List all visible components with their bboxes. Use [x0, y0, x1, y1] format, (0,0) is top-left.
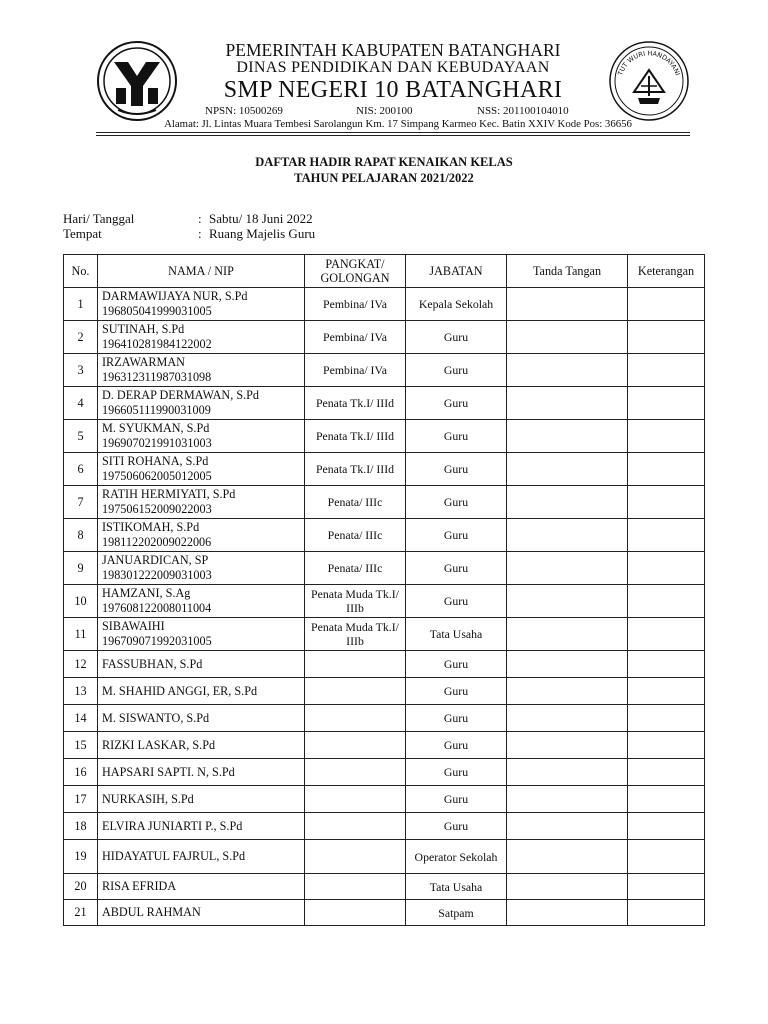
row-notes[interactable] [628, 486, 705, 519]
row-notes[interactable] [628, 678, 705, 705]
row-number: 16 [64, 759, 98, 786]
row-name-nip [98, 354, 305, 387]
row-rank [305, 900, 406, 926]
person-name: HIDAYATUL FAJRUL, S.Pd [102, 849, 246, 863]
row-number: 7 [64, 486, 98, 519]
row-notes[interactable] [628, 732, 705, 759]
table-row [64, 519, 705, 552]
attendance-table [63, 254, 705, 926]
row-number: 17 [64, 786, 98, 813]
table-row [64, 900, 705, 926]
row-position: Guru [406, 420, 507, 453]
table-row [64, 705, 705, 732]
logo-motto: TUT WURI HANDAYANI [616, 49, 682, 77]
row-number: 1 [64, 288, 98, 321]
row-signature[interactable] [507, 354, 628, 387]
row-notes[interactable] [628, 288, 705, 321]
table-row [64, 288, 705, 321]
table-row [64, 786, 705, 813]
table-row [64, 874, 705, 900]
row-rank: Pembina/ IVa [305, 354, 406, 387]
place-value: Ruang Majelis Guru [209, 226, 316, 241]
person-nip: 196605111990031009 [102, 403, 211, 417]
row-name-nip [98, 288, 305, 321]
row-rank: Penata/ IIIc [305, 552, 406, 585]
row-rank: Penata/ IIIc [305, 486, 406, 519]
row-number: 4 [64, 387, 98, 420]
header-notes: Keterangan [628, 255, 705, 288]
row-name-nip [98, 387, 305, 420]
row-name-nip [98, 732, 305, 759]
row-rank: Penata Muda Tk.I/ IIIb [305, 618, 406, 651]
row-number: 10 [64, 585, 98, 618]
row-number: 9 [64, 552, 98, 585]
person-name: NURKASIH, S.Pd [102, 791, 194, 806]
row-notes[interactable] [628, 552, 705, 585]
nis: NIS: 200100 [356, 105, 413, 117]
row-notes[interactable] [628, 705, 705, 732]
person-name: ELVIRA JUNIARTI P., S.Pd [102, 818, 243, 833]
place-separator: : [198, 226, 202, 241]
row-position: Guru [406, 759, 507, 786]
row-number: 19 [64, 840, 98, 874]
row-notes[interactable] [628, 651, 705, 678]
person-nip: 196907021991031003 [102, 436, 212, 450]
row-signature[interactable] [507, 759, 628, 786]
row-position: Tata Usaha [406, 874, 507, 900]
table-row [64, 552, 705, 585]
person-name: ISTIKOMAH, S.Pd [102, 520, 200, 534]
person-name: ABDUL RAHMAN [102, 905, 201, 919]
row-number: 14 [64, 705, 98, 732]
row-rank: Pembina/ IVa [305, 288, 406, 321]
row-signature[interactable] [507, 420, 628, 453]
row-signature[interactable] [507, 840, 628, 874]
table-row [64, 321, 705, 354]
row-position: Guru [406, 453, 507, 486]
person-nip: 196709071992031005 [102, 634, 212, 648]
row-rank [305, 813, 406, 840]
row-number: 5 [64, 420, 98, 453]
row-position: Satpam [406, 900, 507, 926]
table-row [64, 732, 705, 759]
row-position: Guru [406, 321, 507, 354]
row-name-nip [98, 840, 305, 874]
row-rank: Penata Tk.I/ IIId [305, 453, 406, 486]
row-rank [305, 759, 406, 786]
person-nip: 196805041999031005 [102, 304, 212, 318]
row-notes[interactable] [628, 354, 705, 387]
person-name: RISA EFRIDA [102, 879, 177, 893]
school-name: SMP NEGERI 10 BATANGHARI [223, 77, 563, 103]
person-name: HAMZANI, S.Ag [102, 586, 191, 600]
row-notes[interactable] [628, 585, 705, 618]
row-rank: Penata Tk.I/ IIId [305, 420, 406, 453]
row-rank [305, 705, 406, 732]
header-no: No. [64, 255, 98, 288]
person-name: M. SHAHID ANGGI, ER, S.Pd [102, 683, 258, 698]
row-rank [305, 678, 406, 705]
table-row [64, 651, 705, 678]
table-row [64, 840, 705, 874]
row-signature[interactable] [507, 519, 628, 552]
row-signature[interactable] [507, 288, 628, 321]
header-rank: PANGKAT/ GOLONGAN [305, 255, 406, 288]
row-position: Guru [406, 732, 507, 759]
person-nip: 198112202009022006 [102, 535, 212, 549]
row-rank [305, 874, 406, 900]
row-signature[interactable] [507, 651, 628, 678]
tut-wuri-handayani-logo [608, 40, 690, 122]
row-position: Guru [406, 354, 507, 387]
row-signature[interactable] [507, 813, 628, 840]
table-row [64, 618, 705, 651]
person-nip: 197506062005012005 [102, 469, 212, 483]
row-notes[interactable] [628, 519, 705, 552]
row-number: 18 [64, 813, 98, 840]
person-name: M. SYUKMAN, S.Pd [102, 421, 210, 435]
row-notes[interactable] [628, 321, 705, 354]
row-signature[interactable] [507, 874, 628, 900]
regency-logo [96, 40, 178, 122]
row-signature[interactable] [507, 585, 628, 618]
row-name-nip [98, 813, 305, 840]
row-rank [305, 840, 406, 874]
row-rank [305, 786, 406, 813]
header-signature: Tanda Tangan [507, 255, 628, 288]
nss: NSS: 201100104010 [477, 105, 569, 117]
department-name: DINAS PENDIDIKAN DAN KEBUDAYAAN [236, 59, 550, 76]
row-name-nip [98, 486, 305, 519]
row-notes[interactable] [628, 813, 705, 840]
row-signature[interactable] [507, 387, 628, 420]
letterhead-divider [96, 132, 690, 133]
row-position: Guru [406, 486, 507, 519]
person-name: JANUARDICAN, SP [102, 553, 209, 567]
row-number: 8 [64, 519, 98, 552]
row-rank [305, 651, 406, 678]
person-name: SIBAWAIHI [102, 619, 165, 633]
row-notes[interactable] [628, 387, 705, 420]
row-signature[interactable] [507, 732, 628, 759]
header-name: NAMA / NIP [98, 255, 305, 288]
person-name: IRZAWARMAN [102, 355, 185, 369]
row-number: 2 [64, 321, 98, 354]
day-value: Sabtu/ 18 Juni 2022 [209, 211, 313, 226]
row-name-nip [98, 759, 305, 786]
row-name-nip [98, 585, 305, 618]
row-rank: Penata Muda Tk.I/ IIIb [305, 585, 406, 618]
table-row [64, 354, 705, 387]
row-number: 15 [64, 732, 98, 759]
row-rank: Penata Tk.I/ IIId [305, 387, 406, 420]
row-signature[interactable] [507, 618, 628, 651]
row-notes[interactable] [628, 759, 705, 786]
table-row [64, 387, 705, 420]
table-row [64, 453, 705, 486]
document-title: DAFTAR HADIR RAPAT KENAIKAN KELAS [255, 155, 513, 169]
table-row [64, 813, 705, 840]
row-position: Guru [406, 813, 507, 840]
row-name-nip [98, 618, 305, 651]
government-name: PEMERINTAH KABUPATEN BATANGHARI [225, 40, 561, 60]
row-notes[interactable] [628, 874, 705, 900]
row-position: Guru [406, 678, 507, 705]
row-signature[interactable] [507, 678, 628, 705]
npsn: NPSN: 10500269 [205, 105, 283, 117]
table-row [64, 678, 705, 705]
row-notes[interactable] [628, 840, 705, 874]
person-name: SITI ROHANA, S.Pd [102, 454, 209, 468]
row-name-nip [98, 678, 305, 705]
table-row [64, 486, 705, 519]
row-signature[interactable] [507, 552, 628, 585]
place-label: Tempat [63, 226, 102, 241]
table-row [64, 585, 705, 618]
day-separator: : [198, 211, 202, 226]
row-number: 20 [64, 874, 98, 900]
person-name: SUTINAH, S.Pd [102, 322, 185, 336]
row-rank: Pembina/ IVa [305, 321, 406, 354]
row-name-nip [98, 321, 305, 354]
person-nip: 196410281984122002 [102, 337, 212, 351]
person-name: FASSUBHAN, S.Pd [102, 656, 203, 671]
row-position: Guru [406, 651, 507, 678]
person-name: M. SISWANTO, S.Pd [102, 710, 210, 725]
row-position: Guru [406, 552, 507, 585]
row-name-nip [98, 705, 305, 732]
row-signature[interactable] [507, 321, 628, 354]
person-name: D. DERAP DERMAWAN, S.Pd [102, 388, 260, 402]
row-position: Kepala Sekolah [406, 288, 507, 321]
person-nip: 197506152009022003 [102, 502, 212, 516]
row-signature[interactable] [507, 705, 628, 732]
person-nip: 197608122008011004 [102, 601, 212, 615]
row-number: 12 [64, 651, 98, 678]
header-position: JABATAN [406, 255, 507, 288]
row-notes[interactable] [628, 786, 705, 813]
row-signature[interactable] [507, 453, 628, 486]
day-label: Hari/ Tanggal [63, 211, 135, 226]
person-name: RIZKI LASKAR, S.Pd [102, 737, 216, 752]
row-position: Operator Sekolah [406, 840, 507, 874]
row-name-nip [98, 786, 305, 813]
row-position: Guru [406, 585, 507, 618]
row-signature[interactable] [507, 900, 628, 926]
letterhead-divider-thin [96, 135, 690, 136]
person-name: RATIH HERMIYATI, S.Pd [102, 487, 236, 501]
row-name-nip [98, 900, 305, 926]
row-position: Guru [406, 387, 507, 420]
row-number: 6 [64, 453, 98, 486]
row-name-nip [98, 519, 305, 552]
person-name: HAPSARI SAPTI. N, S.Pd [102, 764, 235, 779]
document-subtitle: TAHUN PELAJARAN 2021/2022 [294, 171, 474, 185]
person-nip: 198301222009031003 [102, 568, 212, 582]
row-signature[interactable] [507, 786, 628, 813]
row-number: 21 [64, 900, 98, 926]
person-nip: 196312311987031098 [102, 370, 212, 384]
row-number: 3 [64, 354, 98, 387]
table-row [64, 759, 705, 786]
table-row [64, 420, 705, 453]
table-header-row [64, 255, 705, 288]
row-notes[interactable] [628, 420, 705, 453]
row-number: 11 [64, 618, 98, 651]
row-number: 13 [64, 678, 98, 705]
row-rank [305, 732, 406, 759]
row-notes[interactable] [628, 453, 705, 486]
person-name: DARMAWIJAYA NUR, S.Pd [102, 289, 248, 303]
school-address: Alamat: Jl. Lintas Muara Tembesi Sarolangun Km. 17 Simpang Karmeo Kec. Batin XXIV Kode Pos: 36656 [164, 118, 632, 130]
row-name-nip [98, 552, 305, 585]
row-name-nip [98, 651, 305, 678]
row-position: Guru [406, 786, 507, 813]
row-name-nip [98, 420, 305, 453]
row-rank: Penata/ IIIc [305, 519, 406, 552]
row-signature[interactable] [507, 486, 628, 519]
row-position: Guru [406, 705, 507, 732]
row-notes[interactable] [628, 618, 705, 651]
row-position: Guru [406, 519, 507, 552]
row-notes[interactable] [628, 900, 705, 926]
row-position: Tata Usaha [406, 618, 507, 651]
row-name-nip [98, 453, 305, 486]
row-name-nip [98, 874, 305, 900]
